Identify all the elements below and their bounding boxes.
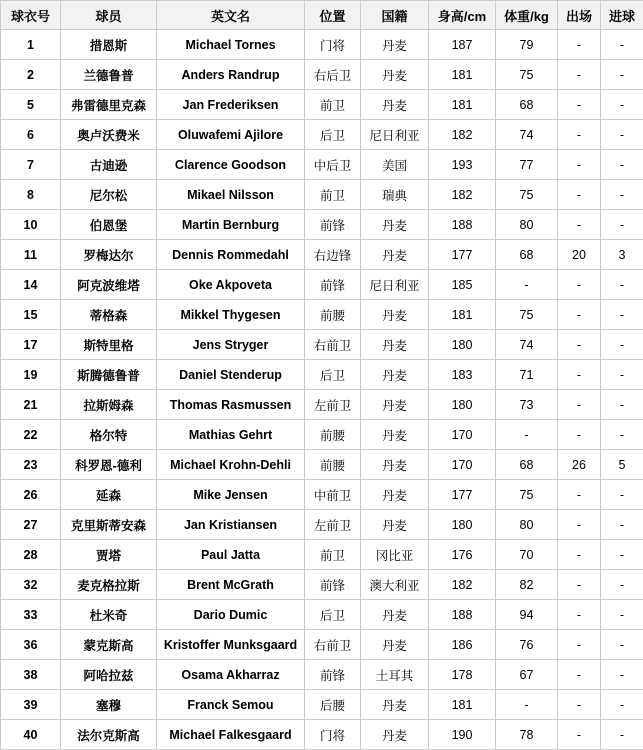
cell-jersey-number: 21 (1, 390, 61, 420)
cell-goals: - (601, 180, 643, 210)
cell-english-name: Michael Tornes (157, 30, 305, 60)
cell-weight: 82 (496, 570, 558, 600)
cell-jersey-number: 6 (1, 120, 61, 150)
cell-jersey-number: 33 (1, 600, 61, 630)
cell-weight: 75 (496, 480, 558, 510)
cell-english-name: Osama Akharraz (157, 660, 305, 690)
cell-goals: - (601, 360, 643, 390)
cell-nationality: 丹麦 (361, 210, 429, 240)
cell-player-name: 拉斯姆森 (61, 390, 157, 420)
cell-player-name: 延森 (61, 480, 157, 510)
cell-height: 186 (429, 630, 496, 660)
cell-english-name: Paul Jatta (157, 540, 305, 570)
cell-weight: 79 (496, 30, 558, 60)
cell-nationality: 丹麦 (361, 90, 429, 120)
cell-height: 182 (429, 180, 496, 210)
cell-player-name: 奥卢沃费米 (61, 120, 157, 150)
table-row (1, 510, 643, 540)
cell-appearances: - (558, 570, 601, 600)
cell-weight: 80 (496, 510, 558, 540)
column-header-player-name: 球员 (61, 1, 157, 30)
cell-height: 180 (429, 330, 496, 360)
cell-weight: 76 (496, 630, 558, 660)
cell-weight: 75 (496, 60, 558, 90)
cell-weight: 77 (496, 150, 558, 180)
table-row (1, 690, 643, 720)
cell-player-name: 措恩斯 (61, 30, 157, 60)
cell-weight: 68 (496, 90, 558, 120)
cell-english-name: Brent McGrath (157, 570, 305, 600)
cell-player-name: 阿克波维塔 (61, 270, 157, 300)
table-row (1, 480, 643, 510)
cell-nationality: 丹麦 (361, 720, 429, 750)
cell-nationality: 丹麦 (361, 390, 429, 420)
cell-position: 前锋 (305, 660, 361, 690)
cell-english-name: Kristoffer Munksgaard (157, 630, 305, 660)
cell-appearances: - (558, 300, 601, 330)
cell-jersey-number: 26 (1, 480, 61, 510)
cell-english-name: Anders Randrup (157, 60, 305, 90)
cell-goals: - (601, 270, 643, 300)
table-row (1, 30, 643, 60)
cell-goals: - (601, 690, 643, 720)
cell-position: 前腰 (305, 450, 361, 480)
cell-position: 门将 (305, 720, 361, 750)
cell-english-name: Mathias Gehrt (157, 420, 305, 450)
cell-jersey-number: 40 (1, 720, 61, 750)
cell-nationality: 土耳其 (361, 660, 429, 690)
cell-height: 187 (429, 30, 496, 60)
cell-appearances: - (558, 60, 601, 90)
cell-jersey-number: 23 (1, 450, 61, 480)
cell-height: 181 (429, 90, 496, 120)
cell-player-name: 法尔克斯高 (61, 720, 157, 750)
cell-appearances: - (558, 270, 601, 300)
cell-position: 前锋 (305, 210, 361, 240)
cell-jersey-number: 5 (1, 90, 61, 120)
cell-jersey-number: 38 (1, 660, 61, 690)
cell-goals: - (601, 630, 643, 660)
cell-player-name: 阿哈拉兹 (61, 660, 157, 690)
cell-position: 前卫 (305, 180, 361, 210)
column-header-position: 位置 (305, 1, 361, 30)
column-header-jersey-number: 球衣号 (1, 1, 61, 30)
cell-player-name: 斯特里格 (61, 330, 157, 360)
cell-player-name: 杜米奇 (61, 600, 157, 630)
table-header-row (1, 1, 643, 30)
cell-height: 193 (429, 150, 496, 180)
cell-jersey-number: 28 (1, 540, 61, 570)
table-row (1, 450, 643, 480)
cell-height: 182 (429, 120, 496, 150)
cell-player-name: 古迪逊 (61, 150, 157, 180)
cell-height: 188 (429, 210, 496, 240)
cell-nationality: 丹麦 (361, 420, 429, 450)
cell-appearances: - (558, 360, 601, 390)
cell-appearances: - (558, 480, 601, 510)
cell-position: 后卫 (305, 120, 361, 150)
table-row (1, 420, 643, 450)
cell-weight: 68 (496, 240, 558, 270)
cell-player-name: 塞穆 (61, 690, 157, 720)
cell-english-name: Mikkel Thygesen (157, 300, 305, 330)
cell-nationality: 丹麦 (361, 300, 429, 330)
cell-weight: - (496, 420, 558, 450)
cell-weight: 74 (496, 330, 558, 360)
cell-height: 181 (429, 60, 496, 90)
cell-appearances: - (558, 30, 601, 60)
table-row (1, 660, 643, 690)
cell-player-name: 麦克格拉斯 (61, 570, 157, 600)
cell-player-name: 蒙克斯高 (61, 630, 157, 660)
cell-goals: - (601, 390, 643, 420)
cell-player-name: 贾塔 (61, 540, 157, 570)
cell-appearances: - (558, 90, 601, 120)
cell-height: 183 (429, 360, 496, 390)
cell-nationality: 丹麦 (361, 480, 429, 510)
cell-position: 前腰 (305, 420, 361, 450)
cell-jersey-number: 36 (1, 630, 61, 660)
cell-goals: - (601, 330, 643, 360)
cell-nationality: 冈比亚 (361, 540, 429, 570)
cell-english-name: Thomas Rasmussen (157, 390, 305, 420)
cell-nationality: 尼日利亚 (361, 120, 429, 150)
cell-jersey-number: 8 (1, 180, 61, 210)
cell-jersey-number: 27 (1, 510, 61, 540)
cell-position: 左前卫 (305, 390, 361, 420)
cell-weight: 68 (496, 450, 558, 480)
cell-goals: - (601, 210, 643, 240)
cell-weight: - (496, 270, 558, 300)
cell-english-name: Dario Dumic (157, 600, 305, 630)
table-row (1, 90, 643, 120)
cell-english-name: Daniel Stenderup (157, 360, 305, 390)
cell-english-name: Oke Akpoveta (157, 270, 305, 300)
cell-appearances: - (558, 510, 601, 540)
cell-height: 170 (429, 450, 496, 480)
table-row (1, 570, 643, 600)
cell-appearances: - (558, 600, 601, 630)
cell-weight: 75 (496, 180, 558, 210)
cell-jersey-number: 11 (1, 240, 61, 270)
table-row (1, 180, 643, 210)
table-row (1, 270, 643, 300)
cell-position: 前卫 (305, 90, 361, 120)
cell-goals: - (601, 480, 643, 510)
cell-english-name: Dennis Rommedahl (157, 240, 305, 270)
cell-nationality: 丹麦 (361, 690, 429, 720)
table-row (1, 630, 643, 660)
cell-position: 后腰 (305, 690, 361, 720)
cell-position: 左前卫 (305, 510, 361, 540)
table-row (1, 540, 643, 570)
cell-position: 后卫 (305, 600, 361, 630)
cell-nationality: 澳大利亚 (361, 570, 429, 600)
column-header-height: 身高/cm (429, 1, 496, 30)
table-row (1, 210, 643, 240)
cell-weight: 71 (496, 360, 558, 390)
cell-position: 右前卫 (305, 630, 361, 660)
cell-player-name: 罗梅达尔 (61, 240, 157, 270)
cell-goals: - (601, 600, 643, 630)
cell-jersey-number: 22 (1, 420, 61, 450)
cell-english-name: Mikael Nilsson (157, 180, 305, 210)
cell-position: 前卫 (305, 540, 361, 570)
cell-appearances: 20 (558, 240, 601, 270)
table-row (1, 330, 643, 360)
cell-nationality: 瑞典 (361, 180, 429, 210)
cell-goals: - (601, 510, 643, 540)
cell-position: 后卫 (305, 360, 361, 390)
cell-goals: - (601, 540, 643, 570)
cell-position: 前锋 (305, 270, 361, 300)
cell-english-name: Franck Semou (157, 690, 305, 720)
cell-appearances: - (558, 180, 601, 210)
cell-appearances: - (558, 660, 601, 690)
cell-jersey-number: 15 (1, 300, 61, 330)
cell-height: 180 (429, 510, 496, 540)
cell-height: 180 (429, 390, 496, 420)
cell-nationality: 丹麦 (361, 450, 429, 480)
cell-nationality: 丹麦 (361, 630, 429, 660)
table-row (1, 300, 643, 330)
cell-weight: 94 (496, 600, 558, 630)
table-row (1, 60, 643, 90)
cell-jersey-number: 2 (1, 60, 61, 90)
cell-goals: - (601, 60, 643, 90)
cell-player-name: 伯恩堡 (61, 210, 157, 240)
cell-appearances: - (558, 720, 601, 750)
cell-nationality: 丹麦 (361, 30, 429, 60)
cell-height: 185 (429, 270, 496, 300)
cell-height: 177 (429, 240, 496, 270)
column-header-appearances: 出场 (558, 1, 601, 30)
cell-position: 右边锋 (305, 240, 361, 270)
cell-appearances: - (558, 690, 601, 720)
cell-jersey-number: 19 (1, 360, 61, 390)
cell-player-name: 弗雷德里克森 (61, 90, 157, 120)
cell-player-name: 兰德鲁普 (61, 60, 157, 90)
cell-goals: - (601, 300, 643, 330)
cell-goals: - (601, 570, 643, 600)
cell-goals: - (601, 660, 643, 690)
cell-english-name: Clarence Goodson (157, 150, 305, 180)
cell-position: 前腰 (305, 300, 361, 330)
cell-weight: 70 (496, 540, 558, 570)
cell-goals: - (601, 120, 643, 150)
cell-position: 门将 (305, 30, 361, 60)
cell-goals: - (601, 90, 643, 120)
cell-weight: 75 (496, 300, 558, 330)
column-header-weight: 体重/kg (496, 1, 558, 30)
cell-nationality: 丹麦 (361, 60, 429, 90)
cell-goals: 3 (601, 240, 643, 270)
cell-weight: 78 (496, 720, 558, 750)
cell-jersey-number: 14 (1, 270, 61, 300)
cell-jersey-number: 1 (1, 30, 61, 60)
cell-english-name: Oluwafemi Ajilore (157, 120, 305, 150)
cell-goals: - (601, 30, 643, 60)
cell-english-name: Michael Krohn-Dehli (157, 450, 305, 480)
cell-weight: 74 (496, 120, 558, 150)
table-row (1, 150, 643, 180)
cell-nationality: 丹麦 (361, 600, 429, 630)
cell-goals: - (601, 720, 643, 750)
cell-player-name: 科罗恩-德利 (61, 450, 157, 480)
cell-nationality: 美国 (361, 150, 429, 180)
cell-height: 178 (429, 660, 496, 690)
cell-appearances: - (558, 390, 601, 420)
column-header-goals: 进球 (601, 1, 643, 30)
cell-nationality: 丹麦 (361, 360, 429, 390)
table-row (1, 600, 643, 630)
table-row (1, 360, 643, 390)
cell-height: 190 (429, 720, 496, 750)
cell-position: 中前卫 (305, 480, 361, 510)
cell-height: 181 (429, 690, 496, 720)
cell-jersey-number: 10 (1, 210, 61, 240)
cell-nationality: 丹麦 (361, 510, 429, 540)
cell-goals: - (601, 420, 643, 450)
table-row (1, 390, 643, 420)
cell-weight: 67 (496, 660, 558, 690)
cell-nationality: 丹麦 (361, 330, 429, 360)
cell-height: 181 (429, 300, 496, 330)
cell-english-name: Jens Stryger (157, 330, 305, 360)
cell-english-name: Mike Jensen (157, 480, 305, 510)
cell-height: 188 (429, 600, 496, 630)
cell-jersey-number: 39 (1, 690, 61, 720)
cell-appearances: - (558, 630, 601, 660)
cell-appearances: - (558, 150, 601, 180)
cell-english-name: Martin Bernburg (157, 210, 305, 240)
cell-position: 右后卫 (305, 60, 361, 90)
cell-weight: 80 (496, 210, 558, 240)
column-header-nationality: 国籍 (361, 1, 429, 30)
cell-height: 177 (429, 480, 496, 510)
cell-player-name: 尼尔松 (61, 180, 157, 210)
cell-player-name: 蒂格森 (61, 300, 157, 330)
cell-position: 中后卫 (305, 150, 361, 180)
cell-height: 182 (429, 570, 496, 600)
cell-appearances: - (558, 420, 601, 450)
cell-weight: 73 (496, 390, 558, 420)
cell-english-name: Jan Kristiansen (157, 510, 305, 540)
cell-weight: - (496, 690, 558, 720)
table-row (1, 120, 643, 150)
cell-jersey-number: 17 (1, 330, 61, 360)
cell-english-name: Michael Falkesgaard (157, 720, 305, 750)
cell-nationality: 尼日利亚 (361, 270, 429, 300)
cell-appearances: - (558, 330, 601, 360)
cell-position: 前锋 (305, 570, 361, 600)
cell-jersey-number: 7 (1, 150, 61, 180)
cell-player-name: 斯腾德鲁普 (61, 360, 157, 390)
cell-player-name: 格尔特 (61, 420, 157, 450)
cell-english-name: Jan Frederiksen (157, 90, 305, 120)
table-row (1, 720, 643, 750)
cell-nationality: 丹麦 (361, 240, 429, 270)
cell-appearances: 26 (558, 450, 601, 480)
cell-player-name: 克里斯蒂安森 (61, 510, 157, 540)
cell-appearances: - (558, 120, 601, 150)
cell-height: 170 (429, 420, 496, 450)
cell-position: 右前卫 (305, 330, 361, 360)
column-header-english-name: 英文名 (157, 1, 305, 30)
cell-jersey-number: 32 (1, 570, 61, 600)
cell-goals: - (601, 150, 643, 180)
cell-appearances: - (558, 540, 601, 570)
table-row (1, 240, 643, 270)
cell-goals: 5 (601, 450, 643, 480)
table-body (1, 30, 643, 750)
cell-height: 176 (429, 540, 496, 570)
cell-appearances: - (558, 210, 601, 240)
